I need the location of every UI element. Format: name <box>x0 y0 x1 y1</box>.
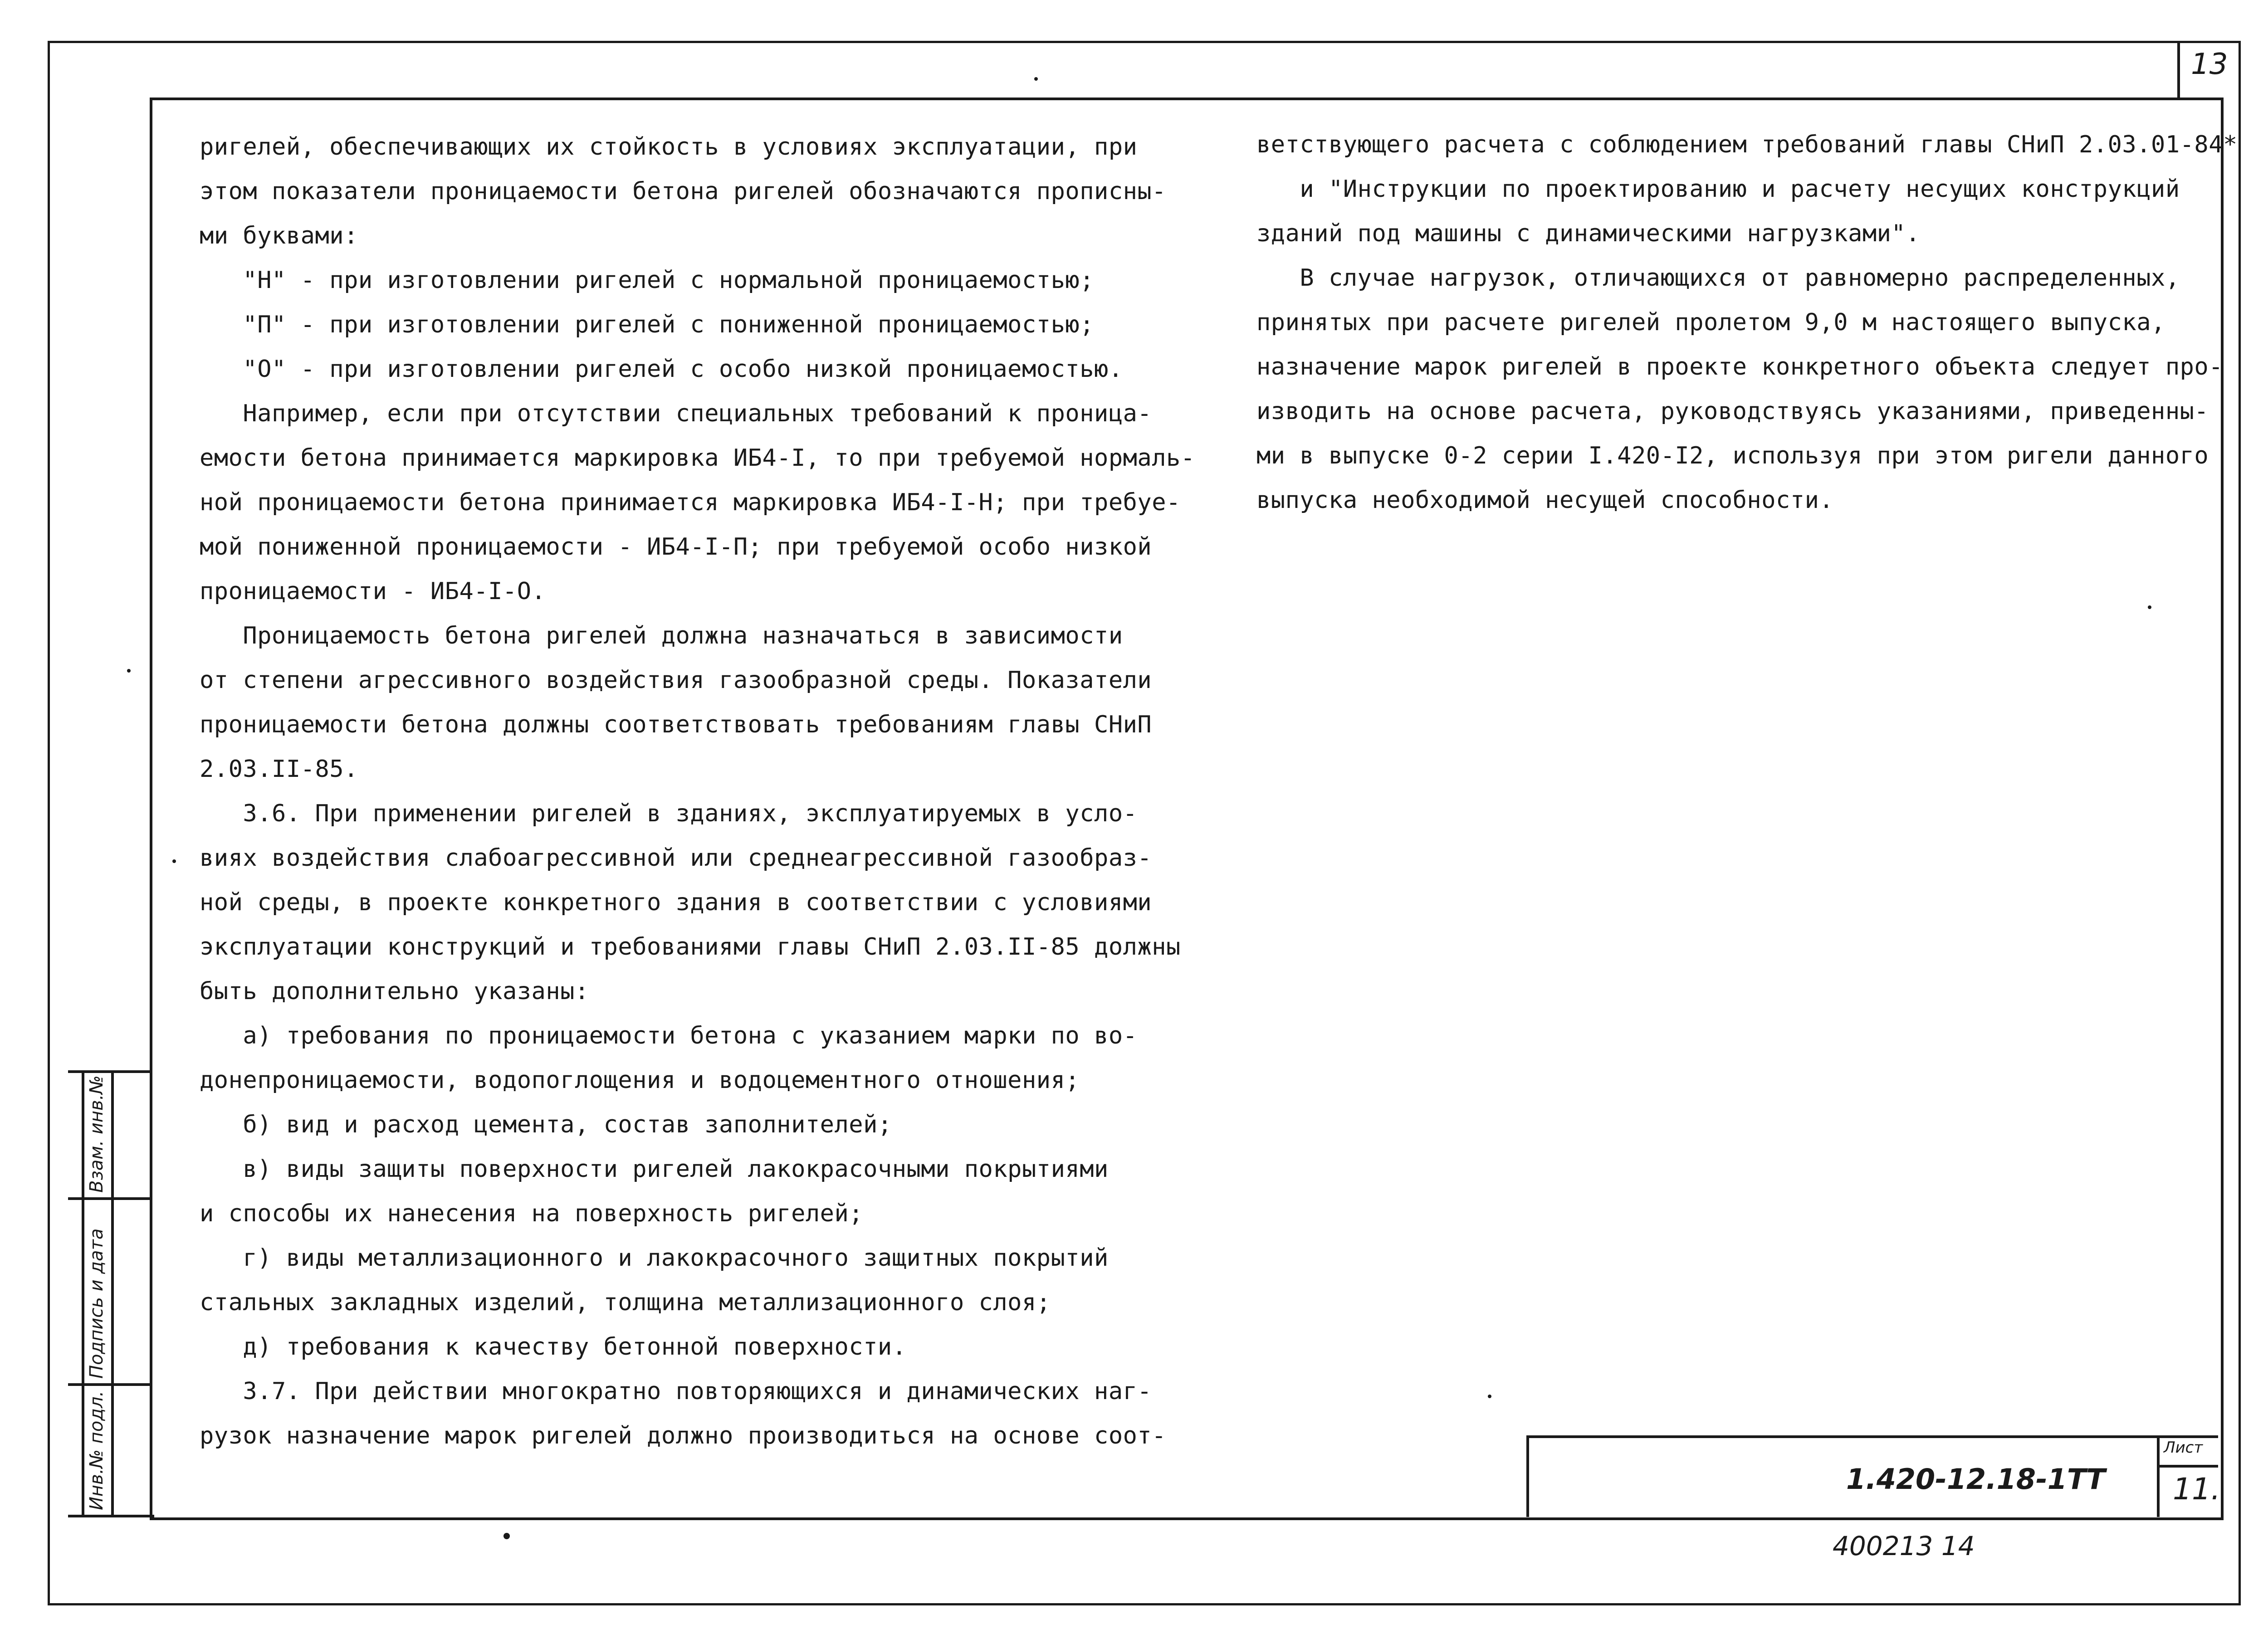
text-line: ной проницаемости бетона принимается маркировка ИБ4-I-Н; при требуе- <box>200 489 1181 516</box>
text-line: стальных закладных изделий, толщина металлизационного слоя; <box>200 1289 1051 1316</box>
page-number-box-divider <box>2177 41 2180 100</box>
scan-speck <box>172 859 176 863</box>
stamp-line-2 <box>111 1070 114 1517</box>
stamp-h-1 <box>68 1070 152 1073</box>
text-line: эксплуатации конструкций и требованиями главы СНиП 2.03.II-85 должны <box>200 933 1181 961</box>
text-line: рузок назначение марок ригелей должно производиться на основе соот- <box>200 1422 1167 1449</box>
title-block-left <box>1526 1435 1529 1517</box>
text-line: виях воздействия слабоагрессивной или среднеагрессивной газообраз- <box>200 844 1152 872</box>
text-line: в) виды защиты поверхности ригелей лакокрасочными покрытиями <box>200 1156 1109 1183</box>
text-line: и способы их нанесения на поверхность ригелей; <box>200 1200 864 1227</box>
title-block-top <box>1526 1435 2218 1438</box>
text-line: выпуска необходимой несущей способности. <box>1256 487 1834 514</box>
text-line: принятых при расчете ригелей пролетом 9,0 м настоящего выпуска, <box>1256 309 2165 336</box>
text-line: ветствующего расчета с соблюдением требований главы СНиП 2.03.01-84* <box>1256 131 2238 158</box>
scan-speck <box>127 669 131 673</box>
right-text-column <box>1256 122 2238 522</box>
text-line: этом показатели проницаемости бетона ригелей обозначаются прописны- <box>200 178 1167 205</box>
text-line: 3.6. При применении ригелей в зданиях, эксплуатируемых в усло- <box>200 800 1138 827</box>
text-line: "П" - при изготовлении ригелей с пониженной проницаемостью; <box>200 311 1095 338</box>
title-block-list-rule <box>2157 1465 2218 1468</box>
text-line: г) виды металлизационного и лакокрасочного защитных покрытий <box>200 1244 1109 1272</box>
text-line: Например, если при отсутствии специальных требований к проница- <box>200 400 1152 427</box>
list-label: Лист <box>2164 1439 2203 1457</box>
text-line: донепроницаемости, водопоглощения и водоцементного отношения; <box>200 1067 1080 1094</box>
scan-speck <box>1034 77 1038 81</box>
text-line: д) требования к качеству бетонной поверхности. <box>200 1333 907 1361</box>
stamp-h-2 <box>68 1197 152 1200</box>
scan-speck <box>1488 1395 1491 1398</box>
text-line: проницаемости - ИБ4-I-О. <box>200 578 546 605</box>
text-line: ми буквами: <box>200 222 358 249</box>
text-line: назначение марок ригелей в проекте конкретного объекта следует про- <box>1256 353 2224 380</box>
bottom-note: 400213 14 <box>1833 1531 1975 1561</box>
text-line: ми в выпуске 0-2 серии I.420-I2, используя при этом ригели данного <box>1256 442 2209 469</box>
text-line: от степени агрессивного воздействия газообразной среды. Показатели <box>200 667 1152 694</box>
text-line: емости бетона принимается маркировка ИБ4-I, то при требуемой нормаль- <box>200 444 1195 472</box>
text-line: ной среды, в проекте конкретного здания в соответствии с условиями <box>200 889 1152 916</box>
stamp-h-3 <box>68 1383 152 1386</box>
text-line: и "Инструкции по проектированию и расчету несущих конструкций <box>1256 176 2180 203</box>
page-number: 13 <box>2191 48 2228 81</box>
text-line: Проницаемость бетона ригелей должна назначаться в зависимости <box>200 622 1123 649</box>
text-line: мой пониженной проницаемости - ИБ4-I-П; при требуемой особо низкой <box>200 533 1152 561</box>
text-line: 2.03.II-85. <box>200 756 358 783</box>
text-line: зданий под машины с динамическими нагрузками". <box>1256 220 1921 247</box>
text-line: а) требования по проницаемости бетона с указанием марки по во- <box>200 1022 1138 1049</box>
text-line: быть дополнительно указаны: <box>200 978 589 1005</box>
text-line: "Н" - при изготовлении ригелей с нормальной проницаемостью; <box>200 267 1095 294</box>
text-line: изводить на основе расчета, руководствуясь указаниями, приведенны- <box>1256 398 2209 425</box>
text-line: б) вид и расход цемента, состав заполнителей; <box>200 1111 892 1138</box>
document-code: 1.420-12.18-1ТТ <box>1846 1463 2106 1496</box>
scan-speck <box>2148 605 2151 609</box>
title-block-divider <box>2157 1435 2160 1517</box>
text-line: 3.7. При действии многократно повторяющихся и динамических наг- <box>200 1378 1152 1405</box>
left-text-column <box>200 125 1195 1458</box>
text-line: ригелей, обеспечивающих их стойкость в условиях эксплуатации, при <box>200 133 1138 161</box>
text-line: "О" - при изготовлении ригелей с особо низкой проницаемостью. <box>200 356 1123 383</box>
scan-speck <box>503 1533 510 1539</box>
stamp-label-vzam: Взам. инв.№ <box>86 1075 107 1193</box>
text-line: проницаемости бетона должны соответствовать требованиям главы СНиП <box>200 711 1152 738</box>
text-line: В случае нагрузок, отличающихся от равномерно распределенных, <box>1256 264 2180 292</box>
stamp-label-inv-podl: Инв.№ подл. <box>86 1390 107 1510</box>
stamp-label-podpis: Подпись и дата <box>86 1228 107 1379</box>
stamp-line-1 <box>82 1070 84 1517</box>
list-number: 11. <box>2173 1472 2220 1507</box>
